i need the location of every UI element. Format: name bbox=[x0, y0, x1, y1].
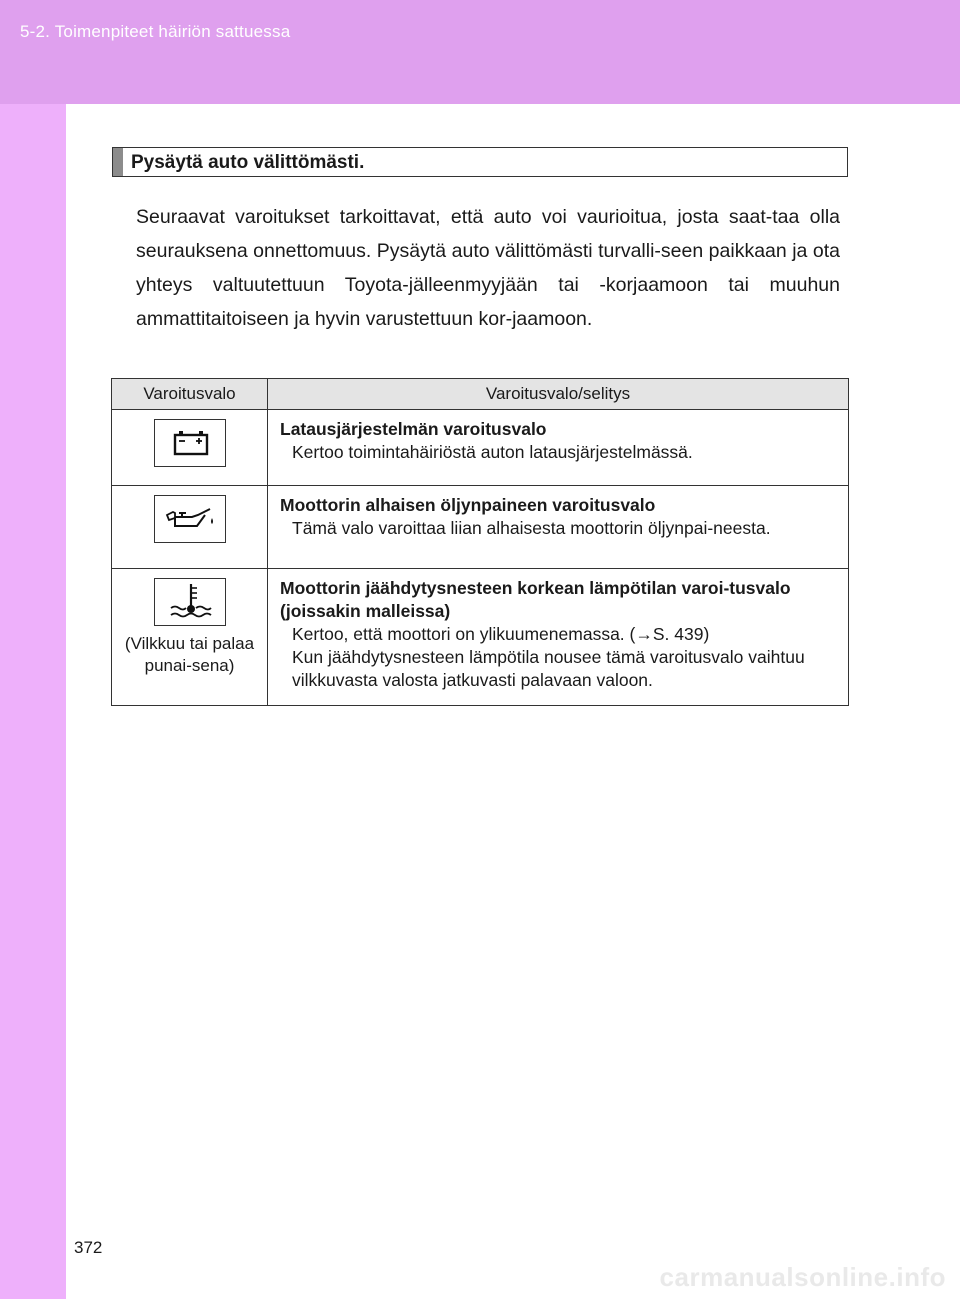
intro-paragraph: Seuraavat varoitukset tarkoittavat, että auto voi vaurioitua, josta saat-taa olla seurauksena onnettomuus. Pysäytä auto välittömästi turvalli-seen paikkaan ja ota yhteys valtuutettuun Toyota-jälleenmyyjään tai -korjaamoon tai muuhun ammattitaitoiseen ja hyvin varustettuun kor-jaamoon. bbox=[136, 206, 840, 330]
warning-lights-table bbox=[111, 378, 849, 706]
watermark: carmanualsonline.info bbox=[659, 1262, 946, 1292]
warning-title: Latausjärjestelmän varoitusvalo bbox=[280, 419, 547, 439]
chapter-header-band bbox=[0, 0, 960, 104]
warning-explanation: Kertoo toimintahäiriöstä auton latausjärjestelmässä. bbox=[292, 442, 693, 462]
battery-icon bbox=[154, 419, 226, 467]
warning-explanation: Kun jäähdytysnesteen lämpötila nousee tämä varoitusvalo vaihtuu vilkkuvasta valosta jatkuvasti palavaan valoon. bbox=[292, 647, 805, 690]
heading-marker bbox=[113, 148, 123, 176]
warning-description-cell bbox=[268, 410, 849, 486]
coolant-temperature-icon bbox=[154, 578, 226, 626]
side-margin-band bbox=[0, 104, 66, 1299]
table-row bbox=[112, 410, 849, 486]
section-heading-text: Pysäytä auto välittömästi. bbox=[131, 152, 365, 173]
column-header-light: Varoitusvalo bbox=[112, 379, 268, 410]
warning-light-cell bbox=[112, 410, 268, 486]
warning-light-cell bbox=[112, 486, 268, 569]
chapter-title: 5-2. Toimenpiteet häiriön sattuessa bbox=[20, 22, 291, 41]
warning-title: Moottorin jäähdytysnesteen korkean lämpötilan varoi-tusvalo (joissakin malleissa) bbox=[280, 578, 791, 621]
warning-description-cell bbox=[268, 569, 849, 706]
page-number: 372 bbox=[74, 1238, 103, 1257]
blink-note: (Vilkkuu tai palaa punai-sena) bbox=[124, 634, 255, 675]
column-header-description: Varoitusvalo/selitys bbox=[268, 379, 849, 410]
warning-explanation: Tämä valo varoittaa liian alhaisesta moottorin öljynpai-neesta. bbox=[292, 518, 771, 538]
warning-light-cell bbox=[112, 569, 268, 706]
oil-can-icon bbox=[154, 495, 226, 543]
warning-description-cell bbox=[268, 486, 849, 569]
warning-explanation: Kertoo, että moottori on ylikuumenemassa. (→S. 439) bbox=[292, 624, 710, 644]
section-heading bbox=[112, 147, 848, 177]
table-row bbox=[112, 569, 849, 706]
warning-title: Moottorin alhaisen öljynpaineen varoitusvalo bbox=[280, 495, 656, 515]
table-row bbox=[112, 486, 849, 569]
table-header-row bbox=[112, 379, 849, 410]
